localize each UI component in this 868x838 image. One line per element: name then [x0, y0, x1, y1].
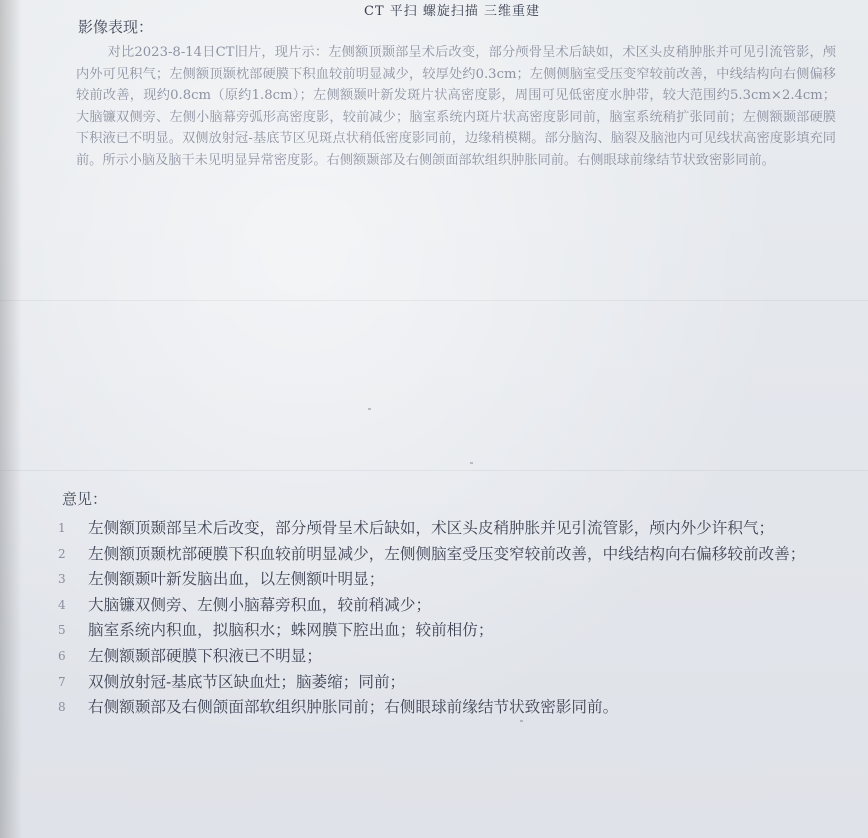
- opinion-list: [58, 516, 858, 721]
- opinion-item: [58, 542, 858, 568]
- opinion-item-text: 左侧额颞叶新发脑出血，以左侧额叶明显；: [88, 570, 385, 589]
- opinion-item-number: 1: [58, 521, 66, 535]
- scan-type-title: CT 平扫 螺旋扫描 三维重建: [364, 4, 541, 19]
- opinion-item-number: 5: [58, 623, 66, 638]
- opinion-item-text: 左侧额顶颞枕部硬膜下积血较前明显减少，左侧侧脑室受压变窄较前改善，中线结构向右偏移较前改善；: [88, 544, 806, 563]
- findings-section: [76, 42, 836, 172]
- opinion-item: [58, 644, 858, 670]
- paper-speck: [470, 462, 473, 464]
- opinion-item-number: 7: [58, 674, 66, 689]
- findings-paragraph: 对比2023-8-14日CT旧片，现片示：左侧额顶颞部呈术后改变，部分颅骨呈术后缺如，术区头皮稍肿胀并可见引流管影，颅内外可见积气；左侧额顶颞枕部硬膜下积血较前明显减少，较厚处约0.3cm；左侧侧脑室受压变窄较前改善，中线结构向右侧偏移较前改善，现约0.8cm（原约1.8cm）；左侧额颞叶新发斑片状高密度影，周围可见低密度水肿带，较大范围约5.3cm×2.4cm；大脑镰双侧旁、左侧小脑幕旁弧形高密度影，较前减少；脑室系统内斑片状高密度影同前，脑室系统稍扩张同前；左侧额颞部硬膜下积液已不明显。双侧放射冠-基底节区见斑点状稍低密度影同前，边缘稍模糊。部分脑沟、脑裂及脑池内可见线状高密度影填充同前。所示小脑及脑干未见明显异常密度影。右侧额颞部及右侧颌面部软组织肿胀同前。右侧眼球前缘结节状致密影同前。: [76, 45, 836, 168]
- paper-crease: [0, 470, 868, 471]
- opinion-item-text: 双侧放射冠-基底节区缺血灶；脑萎缩；同前；: [88, 672, 406, 691]
- paper-speck: [368, 408, 371, 410]
- opinion-item-text: 脑室系统内积血，拟脑积水；蛛网膜下腔出血；较前相仿；: [88, 621, 494, 640]
- opinion-item-number: 8: [58, 700, 66, 715]
- findings-label: 影像表现：: [78, 18, 154, 36]
- paper-edge-shadow: [0, 0, 22, 838]
- opinion-item-text: 左侧额顶颞部呈术后改变，部分颅骨呈术后缺如，术区头皮稍肿胀并见引流管影，颅内外少许积气；: [88, 519, 775, 537]
- opinion-label: 意见：: [62, 490, 108, 508]
- opinion-item: [58, 618, 858, 644]
- opinion-item-text: 左侧额颞部硬膜下积液已不明显；: [88, 646, 322, 665]
- opinion-item: [58, 695, 858, 721]
- opinion-item-number: 2: [58, 546, 66, 561]
- opinion-item-number: 6: [58, 648, 66, 663]
- opinion-item-text: 右侧额颞部及右侧颌面部软组织肿胀同前；右侧眼球前缘结节状致密影同前。: [88, 698, 619, 717]
- opinion-item-text: 大脑镰双侧旁、左侧小脑幕旁积血，较前稍减少；: [88, 595, 432, 614]
- opinion-item-number: 4: [58, 597, 66, 612]
- opinion-item-number: 3: [58, 572, 66, 587]
- opinion-item: [58, 516, 858, 542]
- opinion-item: [58, 593, 858, 619]
- opinion-item: [58, 670, 858, 696]
- opinion-item: [58, 567, 858, 593]
- paper-crease: [0, 300, 868, 301]
